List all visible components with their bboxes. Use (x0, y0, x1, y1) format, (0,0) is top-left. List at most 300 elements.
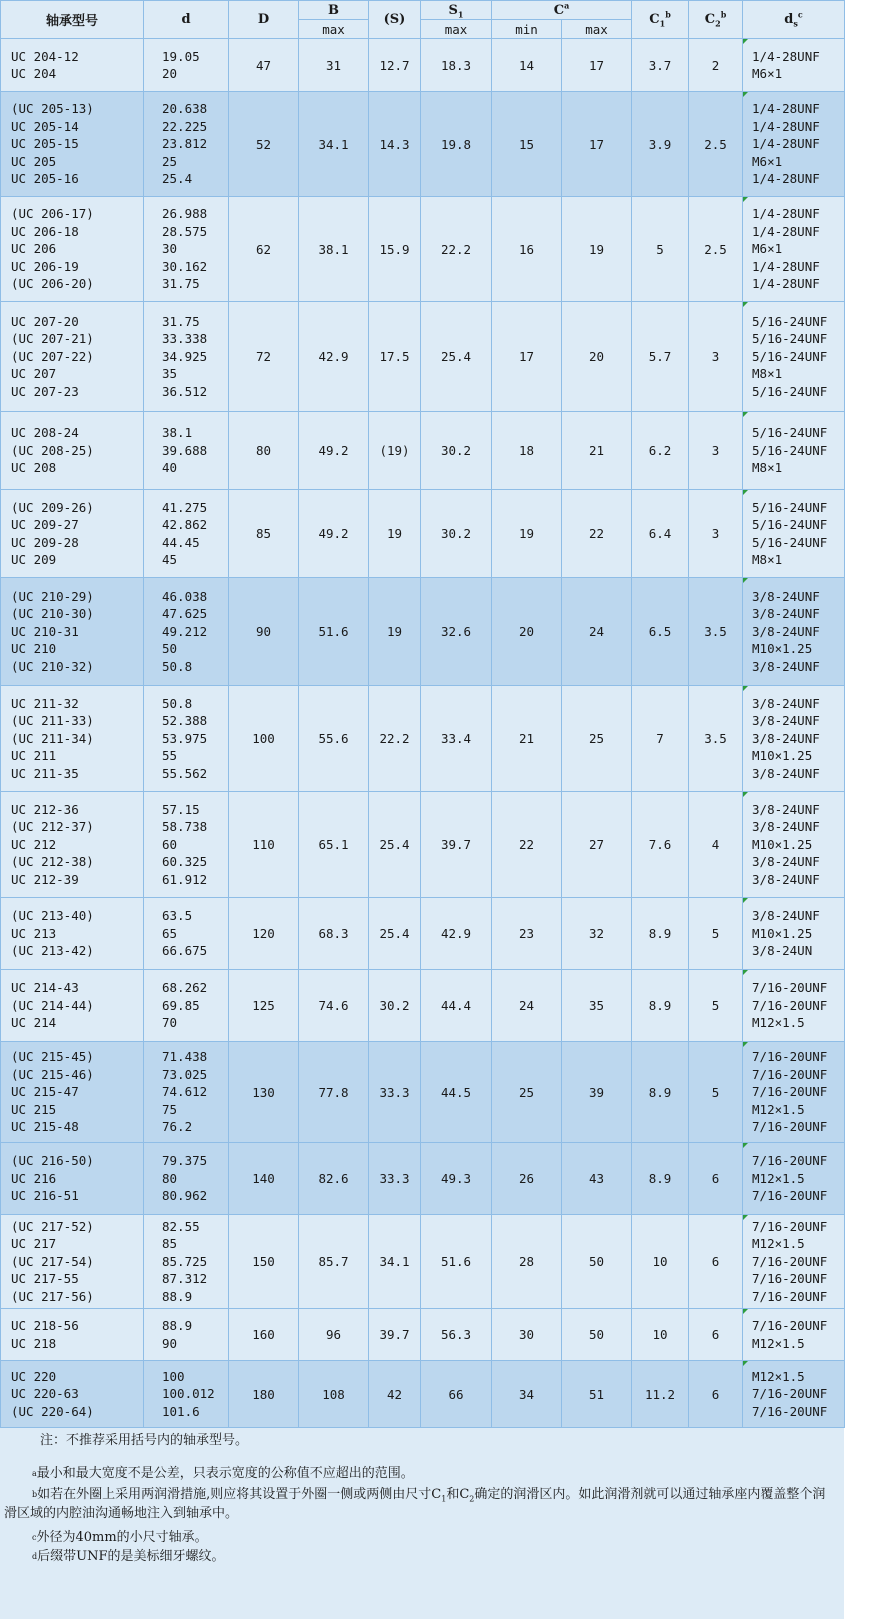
cell-model-line: UC 205 (11, 153, 57, 169)
header-S1: $S_1$ (421, 1, 492, 20)
cell-thread-ds-line: 7/16-20UNF (752, 1084, 828, 1100)
cell-C-min: 28 (492, 1215, 562, 1309)
cell-bore-d-line: 65 (162, 925, 178, 941)
cell-B-max: 55.6 (299, 686, 369, 792)
cell-outer-D: 110 (229, 792, 299, 898)
cell-model-line: (UC 211-34) (11, 730, 94, 746)
cell-model-line: (UC 213-42) (11, 943, 94, 959)
cell-S: 30.2 (369, 970, 421, 1042)
cell-S: 19 (369, 490, 421, 578)
cell-thread-ds-line: M12×1.5 (752, 1236, 805, 1252)
cell-bore-d-line: 25.4 (162, 171, 193, 187)
cell-bore-d-line: 79.375 (162, 1153, 208, 1169)
footnote-a: $^a$最小和最大宽度不是公差，只表示宽度的公称值不应超出的范围。 (32, 1466, 414, 1481)
cell-B-max: 96 (299, 1309, 369, 1361)
cell-model-line: UC 211 (11, 748, 57, 764)
cell-thread-ds-line: 1/4-28UNF (752, 48, 820, 64)
header-C1: $C_1^b$ (632, 1, 689, 39)
cell-bore-d-line: 45 (162, 551, 178, 567)
cell-bore-d-line: 19.05 (162, 48, 200, 64)
cell-thread-ds-line: M6×1 (752, 241, 783, 257)
cell-bore-d-line: 61.912 (162, 871, 208, 887)
cell-bore-d-line: 85.725 (162, 1253, 208, 1269)
cell-bore-d (144, 39, 229, 92)
cell-model-line: (UC 210-30) (11, 606, 94, 622)
cell-thread-ds-line: 3/8-24UNF (752, 713, 820, 729)
cell-model-line: UC 208 (11, 460, 57, 476)
cell-S: 12.7 (369, 39, 421, 92)
cell-thread-ds-line: 7/16-20UNF (752, 1153, 828, 1169)
cell-model-line: UC 217 (11, 1236, 57, 1252)
cell-B-max: 65.1 (299, 792, 369, 898)
cell-thread-ds (743, 197, 845, 302)
cell-bore-d-line: 70 (162, 1015, 178, 1031)
cell-C2: 2.5 (689, 92, 743, 197)
cell-model-line: UC 210-31 (11, 623, 79, 639)
cell-model-line: UC 215 (11, 1101, 57, 1117)
cell-S1-max: 51.6 (421, 1215, 492, 1309)
cell-thread-ds-line: M10×1.25 (752, 925, 813, 941)
cell-C-max: 17 (562, 92, 632, 197)
cell-S: 14.3 (369, 92, 421, 197)
cell-S1-max: 39.7 (421, 792, 492, 898)
cell-bore-d-line: 85 (162, 1236, 178, 1252)
cell-S1-max: 22.2 (421, 197, 492, 302)
cell-S1-max: 19.8 (421, 92, 492, 197)
cell-model-line: UC 212-39 (11, 871, 79, 887)
cell-C-max: 24 (562, 578, 632, 686)
cell-S1-max: 49.3 (421, 1143, 492, 1215)
cell-C2: 3 (689, 302, 743, 412)
cell-bore-d-line: 55 (162, 748, 178, 764)
cell-bore-d-line: 68.262 (162, 980, 208, 996)
cell-model (1, 1309, 144, 1361)
cell-thread-ds-line: 3/8-24UNF (752, 730, 820, 746)
cell-thread-ds-line: 3/8-24UNF (752, 765, 820, 781)
cell-model-line: UC 206-18 (11, 223, 79, 239)
cell-S1-max: 30.2 (421, 490, 492, 578)
cell-outer-D: 120 (229, 898, 299, 970)
cell-C2: 5 (689, 1042, 743, 1143)
cell-bore-d (144, 1143, 229, 1215)
cell-model (1, 686, 144, 792)
cell-S1-max: 32.6 (421, 578, 492, 686)
cell-model-line: UC 218-56 (11, 1318, 79, 1334)
cell-C2: 6 (689, 1361, 743, 1428)
cell-model (1, 578, 144, 686)
cell-thread-ds-line: 1/4-28UNF (752, 206, 820, 222)
cell-model (1, 412, 144, 490)
cell-bore-d-line: 46.038 (162, 588, 208, 604)
cell-S: 25.4 (369, 898, 421, 970)
cell-model-line: UC 209-27 (11, 517, 79, 533)
cell-S: 15.9 (369, 197, 421, 302)
cell-model-line: (UC 208-25) (11, 442, 94, 458)
cell-S: 22.2 (369, 686, 421, 792)
cell-bore-d-line: 71.438 (162, 1049, 208, 1065)
cell-outer-D: 130 (229, 1042, 299, 1143)
cell-bore-d (144, 1361, 229, 1428)
cell-thread-ds-line: 7/16-20UNF (752, 1288, 828, 1304)
cell-model-line: UC 220-63 (11, 1386, 79, 1402)
cell-model-line: UC 211-35 (11, 765, 79, 781)
cell-model-line: (UC 209-26) (11, 499, 94, 515)
cell-S1-max: 18.3 (421, 39, 492, 92)
cell-model (1, 1361, 144, 1428)
cell-thread-ds-line: 5/16-24UNF (752, 313, 828, 329)
cell-C1: 11.2 (632, 1361, 689, 1428)
cell-C1: 6.2 (632, 412, 689, 490)
cell-C2: 3 (689, 490, 743, 578)
header-ds: $d_s^c$ (743, 1, 845, 39)
cell-thread-ds-line: 3/8-24UNF (752, 801, 820, 817)
cell-bore-d-line: 60.325 (162, 854, 208, 870)
cell-C-max: 35 (562, 970, 632, 1042)
cell-bore-d-line: 58.738 (162, 819, 208, 835)
cell-C-max: 43 (562, 1143, 632, 1215)
cell-model-line: UC 209-28 (11, 534, 79, 550)
cell-B-max: 68.3 (299, 898, 369, 970)
cell-model (1, 490, 144, 578)
cell-C1: 8.9 (632, 898, 689, 970)
cell-bore-d-line: 20 (162, 66, 178, 81)
cell-thread-ds-line: M10×1.25 (752, 641, 813, 657)
cell-S: 39.7 (369, 1309, 421, 1361)
cell-B-max: 51.6 (299, 578, 369, 686)
cell-thread-ds-line: 3/8-24UNF (752, 819, 820, 835)
cell-C1: 8.9 (632, 970, 689, 1042)
cell-thread-ds-line: M12×1.5 (752, 1335, 805, 1351)
cell-bore-d-line: 53.975 (162, 730, 208, 746)
cell-thread-ds-line: 7/16-20UNF (752, 980, 828, 996)
cell-thread-ds-line: M10×1.25 (752, 836, 813, 852)
cell-thread-ds (743, 792, 845, 898)
cell-S1-max: 44.4 (421, 970, 492, 1042)
cell-model-line: (UC 214-44) (11, 997, 94, 1013)
cell-bore-d-line: 66.675 (162, 943, 208, 959)
cell-model-line: UC 211-32 (11, 695, 79, 711)
cell-model-line: UC 204-12 (11, 48, 79, 64)
cell-thread-ds-line: 5/16-24UNF (752, 499, 828, 515)
cell-S1-max: 25.4 (421, 302, 492, 412)
cell-C2: 5 (689, 970, 743, 1042)
cell-outer-D: 125 (229, 970, 299, 1042)
cell-C2: 5 (689, 898, 743, 970)
cell-thread-ds-line: 5/16-24UNF (752, 383, 828, 399)
cell-model-line: (UC 212-37) (11, 819, 94, 835)
cell-C1: 8.9 (632, 1042, 689, 1143)
header-C-min: min (492, 20, 562, 39)
table-row (1, 970, 845, 1042)
cell-thread-ds-line: M12×1.5 (752, 1170, 805, 1186)
cell-bore-d-line: 33.338 (162, 331, 208, 347)
cell-thread-ds (743, 92, 845, 197)
cell-C-max: 27 (562, 792, 632, 898)
cell-C-min: 14 (492, 39, 562, 92)
cell-C-max: 20 (562, 302, 632, 412)
cell-bore-d-line: 30.162 (162, 258, 208, 274)
cell-outer-D: 180 (229, 1361, 299, 1428)
cell-bore-d (144, 302, 229, 412)
cell-outer-D: 62 (229, 197, 299, 302)
cell-model-line: UC 220 (11, 1368, 57, 1384)
cell-thread-ds-line: 1/4-28UNF (752, 171, 820, 187)
cell-C-max: 51 (562, 1361, 632, 1428)
cell-thread-ds-line: 1/4-28UNF (752, 136, 820, 152)
cell-model-line: (UC 213-40) (11, 908, 94, 924)
cell-thread-ds-line: 7/16-20UNF (752, 1271, 828, 1287)
cell-thread-ds-line: 3/8-24UNF (752, 658, 820, 674)
cell-B-max: 49.2 (299, 412, 369, 490)
cell-C1: 7.6 (632, 792, 689, 898)
cell-C-min: 18 (492, 412, 562, 490)
cell-bore-d-line: 69.85 (162, 997, 200, 1013)
header-S: (S) (369, 1, 421, 39)
cell-bore-d (144, 197, 229, 302)
cell-bore-d-line: 80.962 (162, 1188, 208, 1204)
cell-B-max: 38.1 (299, 197, 369, 302)
cell-thread-ds-line: 5/16-24UNF (752, 331, 828, 347)
cell-C-min: 26 (492, 1143, 562, 1215)
footnote-d: $^d$后缀带UNF的是美标细牙螺纹。 (32, 1549, 225, 1564)
cell-thread-ds-line: 7/16-20UNF (752, 1049, 828, 1065)
cell-model-line: (UC 217-54) (11, 1253, 94, 1269)
cell-C-max: 19 (562, 197, 632, 302)
cell-bore-d-line: 30 (162, 241, 178, 257)
cell-thread-ds-line: 3/8-24UNF (752, 623, 820, 639)
cell-S: 17.5 (369, 302, 421, 412)
cell-thread-ds-line: 7/16-20UNF (752, 1218, 828, 1234)
cell-C1: 5 (632, 197, 689, 302)
cell-outer-D: 90 (229, 578, 299, 686)
cell-bore-d (144, 970, 229, 1042)
table-row (1, 197, 845, 302)
cell-bore-d-line: 22.225 (162, 118, 208, 134)
cell-thread-ds (743, 898, 845, 970)
cell-bore-d-line: 100.012 (162, 1386, 215, 1402)
cell-C-max: 17 (562, 39, 632, 92)
cell-bore-d-line: 76.2 (162, 1119, 193, 1135)
cell-bore-d-line: 75 (162, 1101, 178, 1117)
cell-model-line: UC 206 (11, 241, 57, 257)
cell-C2: 6 (689, 1143, 743, 1215)
cell-C-max: 39 (562, 1042, 632, 1143)
cell-S: 33.3 (369, 1143, 421, 1215)
cell-thread-ds-line: M6×1 (752, 153, 783, 169)
header-B-max: max (299, 20, 369, 39)
cell-C-max: 50 (562, 1215, 632, 1309)
table-row (1, 898, 845, 970)
cell-C-min: 16 (492, 197, 562, 302)
cell-model-line: UC 215-48 (11, 1119, 79, 1135)
cell-bore-d-line: 47.625 (162, 606, 208, 622)
cell-model-line: (UC 206-17) (11, 206, 94, 222)
cell-model (1, 1042, 144, 1143)
cell-C1: 10 (632, 1215, 689, 1309)
cell-thread-ds-line: M8×1 (752, 366, 783, 382)
cell-model-line: (UC 217-52) (11, 1218, 94, 1234)
cell-S1-max: 44.5 (421, 1042, 492, 1143)
cell-B-max: 108 (299, 1361, 369, 1428)
header-d: d (144, 1, 229, 39)
cell-model (1, 39, 144, 92)
cell-model (1, 898, 144, 970)
cell-model-line: (UC 205-13) (11, 101, 94, 117)
cell-thread-ds-line: 3/8-24UNF (752, 871, 820, 887)
table-row (1, 686, 845, 792)
table-row (1, 1143, 845, 1215)
cell-C-min: 19 (492, 490, 562, 578)
cell-model-line: (UC 206-20) (11, 276, 94, 292)
cell-S1-max: 56.3 (421, 1309, 492, 1361)
cell-C-min: 24 (492, 970, 562, 1042)
cell-bore-d-line: 60 (162, 836, 178, 852)
cell-thread-ds-line: 5/16-24UNF (752, 517, 828, 533)
cell-thread-ds-line: M8×1 (752, 551, 783, 567)
cell-thread-ds-line: 7/16-20UNF (752, 1386, 828, 1402)
cell-bore-d-line: 57.15 (162, 801, 200, 817)
cell-model-line: UC 205-16 (11, 171, 79, 187)
cell-thread-ds (743, 302, 845, 412)
cell-bore-d-line: 63.5 (162, 908, 193, 924)
cell-C-min: 21 (492, 686, 562, 792)
cell-model (1, 792, 144, 898)
cell-model-line: UC 212 (11, 836, 57, 852)
cell-bore-d-line: 36.512 (162, 383, 208, 399)
header-D: D (229, 1, 299, 39)
table-row (1, 302, 845, 412)
cell-S: 19 (369, 578, 421, 686)
cell-C-min: 15 (492, 92, 562, 197)
table-row (1, 92, 845, 197)
cell-outer-D: 100 (229, 686, 299, 792)
cell-C1: 3.9 (632, 92, 689, 197)
cell-C-min: 22 (492, 792, 562, 898)
cell-C-max: 50 (562, 1309, 632, 1361)
cell-B-max: 31 (299, 39, 369, 92)
cell-C1: 3.7 (632, 39, 689, 92)
cell-bore-d-line: 31.75 (162, 276, 200, 292)
cell-thread-ds-line: 1/4-28UNF (752, 258, 820, 274)
cell-thread-ds-line: 3/8-24UNF (752, 908, 820, 924)
cell-B-max: 34.1 (299, 92, 369, 197)
cell-B-max: 42.9 (299, 302, 369, 412)
cell-model-line: (UC 212-38) (11, 854, 94, 870)
table-row (1, 1361, 845, 1428)
cell-model-line: (UC 211-33) (11, 713, 94, 729)
cell-bore-d-line: 50 (162, 641, 178, 657)
cell-outer-D: 140 (229, 1143, 299, 1215)
cell-C-max: 21 (562, 412, 632, 490)
cell-outer-D: 47 (229, 39, 299, 92)
cell-outer-D: 150 (229, 1215, 299, 1309)
cell-C2: 3 (689, 412, 743, 490)
cell-bore-d (144, 412, 229, 490)
table-row (1, 39, 845, 92)
cell-bore-d-line: 80 (162, 1170, 178, 1186)
cell-bore-d-line: 100 (162, 1368, 185, 1384)
cell-model-line: UC 209 (11, 551, 57, 567)
cell-C2: 4 (689, 792, 743, 898)
cell-model-line: (UC 210-29) (11, 588, 94, 604)
cell-bore-d (144, 686, 229, 792)
cell-thread-ds-line: 3/8-24UNF (752, 606, 820, 622)
cell-thread-ds-line: 7/16-20UNF (752, 1066, 828, 1082)
cell-model-line: UC 208-24 (11, 425, 79, 441)
cell-bore-d (144, 792, 229, 898)
cell-S1-max: 66 (421, 1361, 492, 1428)
cell-C-min: 34 (492, 1361, 562, 1428)
cell-thread-ds-line: 3/8-24UNF (752, 854, 820, 870)
cell-model-line: (UC 215-46) (11, 1066, 94, 1082)
cell-outer-D: 72 (229, 302, 299, 412)
cell-bore-d-line: 49.212 (162, 623, 208, 639)
cell-B-max: 49.2 (299, 490, 369, 578)
cell-outer-D: 160 (229, 1309, 299, 1361)
cell-model-line: UC 218 (11, 1335, 57, 1351)
cell-model-line: UC 214-43 (11, 980, 79, 996)
cell-C2: 6 (689, 1309, 743, 1361)
cell-C1: 10 (632, 1309, 689, 1361)
cell-thread-ds (743, 490, 845, 578)
header-C2: $C_2^b$ (689, 1, 743, 39)
table-row (1, 412, 845, 490)
cell-C1: 8.9 (632, 1143, 689, 1215)
cell-C-min: 23 (492, 898, 562, 970)
cell-model-line: UC 205-14 (11, 118, 79, 134)
cell-thread-ds (743, 39, 845, 92)
cell-bore-d (144, 1042, 229, 1143)
cell-bore-d-line: 26.988 (162, 206, 208, 222)
cell-model-line: UC 217-55 (11, 1271, 79, 1287)
cell-S1-max: 33.4 (421, 686, 492, 792)
cell-bore-d-line: 50.8 (162, 695, 193, 711)
cell-outer-D: 85 (229, 490, 299, 578)
cell-bore-d-line: 52.388 (162, 713, 208, 729)
header-C-max: max (562, 20, 632, 39)
cell-thread-ds (743, 1361, 845, 1428)
cell-model-line: UC 207 (11, 366, 57, 382)
cell-model-line: UC 213 (11, 925, 57, 941)
cell-thread-ds (743, 1309, 845, 1361)
footnote-b: $^b$如若在外圈上采用两润滑措施,则应将其设置于外圈一侧或两侧由尺寸$C_1$和$C_2$确定的润滑区内。如此润滑剂就可以通过轴承座内覆盖整个润滑区域的内腔油沟通畅地注入到轴承中。 (4, 1487, 826, 1521)
cell-model (1, 1215, 144, 1309)
cell-C-max: 32 (562, 898, 632, 970)
cell-bore-d (144, 92, 229, 197)
cell-thread-ds-line: M12×1.5 (752, 1015, 805, 1031)
cell-bore-d-line: 28.575 (162, 223, 208, 239)
cell-thread-ds-line: 1/4-28UNF (752, 101, 820, 117)
cell-model-line: UC 215-47 (11, 1084, 79, 1100)
cell-thread-ds-line: M10×1.25 (752, 748, 813, 764)
cell-thread-ds-line: 3/8-24UNF (752, 588, 820, 604)
cell-thread-ds-line: 5/16-24UNF (752, 425, 828, 441)
cell-model-line: (UC 217-56) (11, 1288, 94, 1304)
cell-bore-d-line: 20.638 (162, 101, 208, 117)
cell-thread-ds (743, 970, 845, 1042)
cell-S: 34.1 (369, 1215, 421, 1309)
header-B: B (299, 1, 369, 20)
cell-C2: 2 (689, 39, 743, 92)
cell-S: 42 (369, 1361, 421, 1428)
cell-thread-ds-line: 3/8-24UN (752, 943, 813, 959)
cell-outer-D: 80 (229, 412, 299, 490)
cell-thread-ds (743, 1042, 845, 1143)
cell-B-max: 74.6 (299, 970, 369, 1042)
cell-bore-d-line: 73.025 (162, 1066, 208, 1082)
cell-thread-ds (743, 412, 845, 490)
table-footer (0, 1423, 844, 1619)
